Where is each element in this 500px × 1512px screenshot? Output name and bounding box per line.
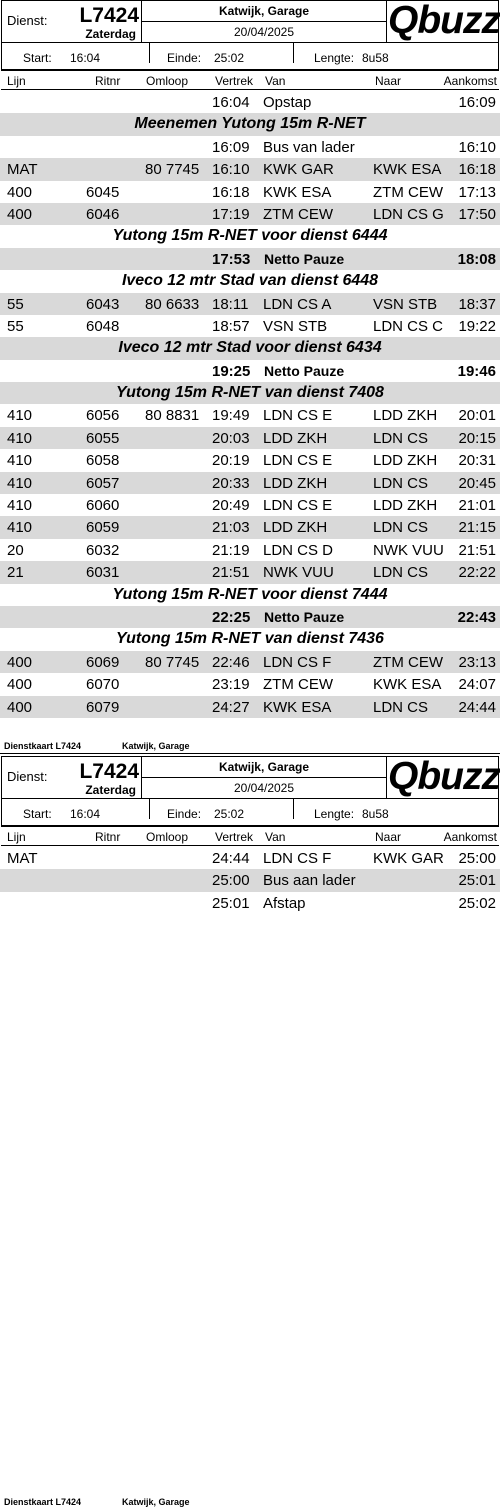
trip-row	[0, 203, 500, 225]
lijn-cell: 55	[7, 295, 24, 313]
lijn-cell: 410	[7, 474, 33, 492]
service-date: 20/04/2025	[233, 781, 295, 795]
times-row	[1, 799, 499, 826]
trip-row	[0, 651, 500, 673]
aankomst-time: 25:02	[458, 894, 496, 912]
vertrek-time: 17:19	[212, 205, 250, 223]
aankomst-time: 16:10	[458, 138, 496, 156]
trip-row	[0, 293, 500, 315]
aankomst-time: 22:43	[457, 608, 496, 626]
aankomst-time: 18:37	[458, 295, 496, 313]
trip-row	[0, 673, 500, 695]
divider	[293, 43, 294, 63]
naar-cell: LDD ZKH	[373, 407, 438, 425]
pause-label: Netto Pauze	[264, 608, 345, 625]
vertrek-time: 19:25	[212, 362, 251, 380]
trip-row	[0, 181, 500, 203]
van-cell: LDN CS E	[263, 497, 333, 515]
naar-cell: LDN CS C	[373, 317, 444, 335]
aankomst-time: 20:45	[458, 474, 496, 492]
van-cell: LDD ZKH	[263, 519, 328, 537]
trip-row	[0, 561, 500, 583]
lijn-cell: MAT	[7, 850, 38, 867]
column-header-lijn: Lijn	[7, 74, 26, 88]
vertrek-time: 21:19	[212, 541, 250, 559]
dienst-label: Dienst:	[7, 769, 48, 784]
location-cell	[142, 757, 387, 798]
van-cell: KWK ESA	[263, 698, 332, 716]
column-header-naar: Naar	[375, 830, 402, 844]
vertrek-time: 20:03	[212, 429, 250, 447]
trip-row	[0, 869, 500, 891]
pause-row	[0, 606, 500, 628]
aankomst-time: 21:01	[458, 497, 496, 515]
trip-row	[0, 449, 500, 471]
schedule-rows	[0, 91, 500, 718]
vertrek-time: 25:00	[212, 872, 250, 890]
vertrek-time: 19:49	[212, 407, 250, 425]
van-cell: VSN STB	[263, 317, 328, 335]
vertrek-time: 20:49	[212, 497, 250, 515]
column-header-van: Van	[265, 830, 286, 844]
trip-row	[0, 404, 500, 426]
column-header-vertrek: Vertrek	[215, 830, 254, 844]
vertrek-time: 23:19	[212, 676, 250, 694]
page-separator	[0, 753, 500, 754]
vertrek-time: 21:03	[212, 519, 250, 537]
lijn-cell: 410	[7, 429, 33, 447]
column-header-ritnr: Ritnr	[95, 74, 121, 88]
ritnr-cell: 6059	[86, 519, 120, 537]
start-label: Start:	[23, 807, 52, 821]
naar-cell: VSN STB	[373, 295, 438, 313]
dienstkaart-page	[0, 756, 500, 1496]
column-header-omloop: Omloop	[146, 74, 189, 88]
header-box	[1, 756, 499, 799]
naar-cell: LDN CS	[373, 474, 429, 492]
lijn-cell: 400	[7, 205, 33, 223]
ritnr-cell: 6079	[86, 698, 120, 716]
aankomst-time: 17:13	[458, 183, 496, 201]
column-header-ritnr: Ritnr	[95, 830, 121, 844]
trip-row	[0, 427, 500, 449]
ritnr-cell: 6048	[86, 317, 120, 335]
aankomst-time: 20:01	[458, 407, 496, 425]
aankomst-time: 21:51	[458, 541, 496, 559]
footer-location: Katwijk, Garage	[122, 741, 190, 751]
ritnr-cell: 6057	[86, 474, 120, 492]
van-cell: Bus van lader	[263, 138, 355, 156]
location-cell	[142, 1, 387, 42]
vertrek-time: 16:10	[212, 161, 250, 179]
ritnr-cell: 6031	[86, 564, 120, 582]
van-cell: LDD ZKH	[263, 429, 328, 447]
lijn-cell: 410	[7, 497, 33, 515]
naar-cell: KWK ESA	[373, 676, 442, 694]
ritnr-cell: 6060	[86, 497, 120, 515]
trip-row	[0, 472, 500, 494]
naar-cell: KWK ESA	[373, 161, 442, 179]
start-time: 16:04	[70, 51, 101, 65]
trip-row	[0, 91, 500, 113]
column-header-vertrek: Vertrek	[215, 74, 254, 88]
vertrek-time: 17:53	[212, 250, 251, 268]
qbuzz-logo: Qbuzz	[388, 0, 500, 42]
footer-card-id: Dienstkaart L7424	[4, 1497, 82, 1507]
van-cell: Bus aan lader	[263, 872, 356, 890]
trip-row	[0, 158, 500, 180]
footer-card-id: Dienstkaart L7424	[4, 741, 82, 751]
ritnr-cell: 6045	[86, 183, 120, 201]
van-cell: KWK GAR	[263, 161, 334, 179]
vehicle-section-header: Yutong 15m R-NET voor dienst 6444	[112, 227, 388, 245]
vertrek-time: 24:44	[212, 850, 250, 867]
vertrek-time: 22:46	[212, 653, 250, 671]
van-cell: ZTM CEW	[263, 676, 333, 694]
naar-cell: LDN CS	[373, 429, 429, 447]
vertrek-time: 18:57	[212, 317, 250, 335]
vertrek-time: 16:18	[212, 183, 250, 201]
lengte-label: Lengte:	[314, 807, 355, 821]
naar-cell: LDN CS	[373, 519, 429, 537]
naar-cell: NWK VUU	[373, 541, 444, 559]
naar-cell: LDN CS	[373, 698, 429, 716]
aankomst-time: 24:44	[458, 698, 496, 716]
aankomst-time: 25:01	[458, 872, 496, 890]
divider	[293, 799, 294, 819]
trip-row	[0, 516, 500, 538]
van-cell: LDD ZKH	[263, 474, 328, 492]
start-label: Start:	[23, 51, 52, 65]
lijn-cell: 410	[7, 452, 33, 470]
column-header-lijn: Lijn	[7, 830, 26, 844]
dienst-cell	[2, 1, 142, 42]
header-box	[1, 0, 499, 43]
column-header-aankomst: Aankomst	[443, 830, 497, 844]
aankomst-time: 19:46	[457, 362, 496, 380]
column-header-row	[1, 826, 499, 846]
naar-cell: LDD ZKH	[373, 497, 438, 515]
footer-location: Katwijk, Garage	[122, 1497, 190, 1507]
column-header-aankomst: Aankomst	[443, 74, 497, 88]
van-cell: Opstap	[263, 94, 312, 111]
day-type: Zaterdag	[85, 783, 136, 797]
ritnr-cell: 6056	[86, 407, 120, 425]
van-cell: LDN CS F	[263, 850, 332, 867]
naar-cell: KWK GAR	[373, 850, 444, 867]
lijn-cell: 410	[7, 519, 33, 537]
van-cell: LDN CS E	[263, 407, 333, 425]
page-footer	[4, 1497, 190, 1507]
aankomst-time: 20:31	[458, 452, 496, 470]
divider	[149, 799, 150, 819]
lijn-cell: 400	[7, 676, 33, 694]
pause-label: Netto Pauze	[264, 362, 345, 379]
einde-label: Einde:	[167, 51, 202, 65]
column-header-row	[1, 70, 499, 90]
ritnr-cell: 6032	[86, 541, 120, 559]
ritnr-cell: 6046	[86, 205, 120, 223]
vehicle-section-header: Iveco 12 mtr Stad voor dienst 6434	[0, 337, 500, 359]
einde-time: 25:02	[214, 51, 245, 65]
ritnr-cell: 6043	[86, 295, 120, 313]
omloop-cell: 80 8831	[145, 407, 200, 425]
pause-row	[0, 248, 500, 270]
naar-cell: LDD ZKH	[373, 452, 438, 470]
start-time: 16:04	[70, 807, 101, 821]
location-name: Katwijk, Garage	[142, 4, 386, 22]
van-cell: LDN CS D	[263, 541, 334, 559]
lijn-cell: 410	[7, 407, 33, 425]
aankomst-time: 16:09	[458, 94, 496, 111]
lijn-cell: 20	[7, 541, 24, 559]
omloop-cell: 80 7745	[145, 653, 200, 671]
aankomst-time: 20:15	[458, 429, 496, 447]
van-cell: LDN CS F	[263, 653, 332, 671]
lijn-cell: 55	[7, 317, 24, 335]
pause-label: Netto Pauze	[264, 250, 345, 267]
dienst-label: Dienst:	[7, 13, 48, 28]
trip-row	[0, 696, 500, 718]
vertrek-time: 22:25	[212, 608, 251, 626]
einde-label: Einde:	[167, 807, 202, 821]
vertrek-time: 20:33	[212, 474, 250, 492]
divider	[149, 43, 150, 63]
van-cell: LDN CS A	[263, 295, 332, 313]
qbuzz-logo: Qbuzz	[388, 755, 500, 798]
lengte-value: 8u58	[362, 807, 389, 821]
dienst-number: L7424	[79, 760, 139, 783]
location-name: Katwijk, Garage	[142, 760, 386, 778]
aankomst-time: 16:18	[458, 161, 496, 179]
pause-row	[0, 360, 500, 382]
day-type: Zaterdag	[85, 27, 136, 41]
aankomst-time: 22:22	[458, 564, 496, 582]
ritnr-cell: 6069	[86, 653, 120, 671]
aankomst-time: 17:50	[458, 205, 496, 223]
vertrek-time: 24:27	[212, 698, 250, 716]
van-cell: Afstap	[263, 894, 306, 912]
lijn-cell: 21	[7, 564, 24, 582]
van-cell: ZTM CEW	[263, 205, 333, 223]
aankomst-time: 24:07	[458, 676, 496, 694]
van-cell: KWK ESA	[263, 183, 332, 201]
vehicle-section-header: Yutong 15m R-NET van dienst 7436	[116, 630, 384, 648]
times-row	[1, 43, 499, 70]
ritnr-cell: 6058	[86, 452, 120, 470]
trip-row	[0, 494, 500, 516]
vehicle-section-header: Yutong 15m R-NET voor dienst 7444	[112, 585, 388, 603]
trip-row	[0, 892, 500, 914]
lijn-cell: 400	[7, 698, 33, 716]
trip-row	[0, 136, 500, 158]
lijn-cell: 400	[7, 653, 33, 671]
vehicle-section-header: Yutong 15m R-NET van dienst 7408	[0, 382, 500, 404]
vehicle-section-header: Meenemen Yutong 15m R-NET	[0, 113, 500, 135]
lengte-value: 8u58	[362, 51, 389, 65]
service-date: 20/04/2025	[233, 25, 295, 39]
lijn-cell: MAT	[7, 161, 38, 179]
trip-row	[0, 539, 500, 561]
vehicle-section-header: Iveco 12 mtr Stad van dienst 6448	[121, 272, 379, 290]
ritnr-cell: 6070	[86, 676, 120, 694]
dienst-cell	[2, 757, 142, 798]
trip-row	[0, 315, 500, 337]
aankomst-time: 23:13	[458, 653, 496, 671]
aankomst-time: 19:22	[458, 317, 496, 335]
naar-cell: LDN CS	[373, 564, 429, 582]
van-cell: LDN CS E	[263, 452, 333, 470]
trip-row	[0, 847, 500, 869]
aankomst-time: 25:00	[458, 850, 496, 867]
dienstkaart-page	[0, 0, 500, 740]
column-header-omloop: Omloop	[146, 830, 189, 844]
vertrek-time: 18:11	[212, 295, 249, 313]
van-cell: NWK VUU	[263, 564, 334, 582]
column-header-naar: Naar	[375, 74, 402, 88]
lijn-cell: 400	[7, 183, 33, 201]
naar-cell: LDN CS G	[373, 205, 444, 223]
vertrek-time: 16:09	[212, 138, 250, 156]
naar-cell: ZTM CEW	[373, 653, 443, 671]
vertrek-time: 25:01	[212, 894, 250, 912]
aankomst-time: 18:08	[457, 250, 496, 268]
aankomst-time: 21:15	[458, 519, 496, 537]
vertrek-time: 21:51	[212, 564, 250, 582]
schedule-rows	[0, 847, 500, 914]
column-header-van: Van	[265, 74, 286, 88]
vertrek-time: 20:19	[212, 452, 250, 470]
omloop-cell: 80 7745	[145, 161, 200, 179]
einde-time: 25:02	[214, 807, 245, 821]
omloop-cell: 80 6633	[145, 295, 200, 313]
page-footer	[4, 741, 190, 751]
naar-cell: ZTM CEW	[373, 183, 443, 201]
lengte-label: Lengte:	[314, 51, 355, 65]
dienst-number: L7424	[79, 4, 139, 27]
vertrek-time: 16:04	[212, 94, 250, 111]
ritnr-cell: 6055	[86, 429, 120, 447]
